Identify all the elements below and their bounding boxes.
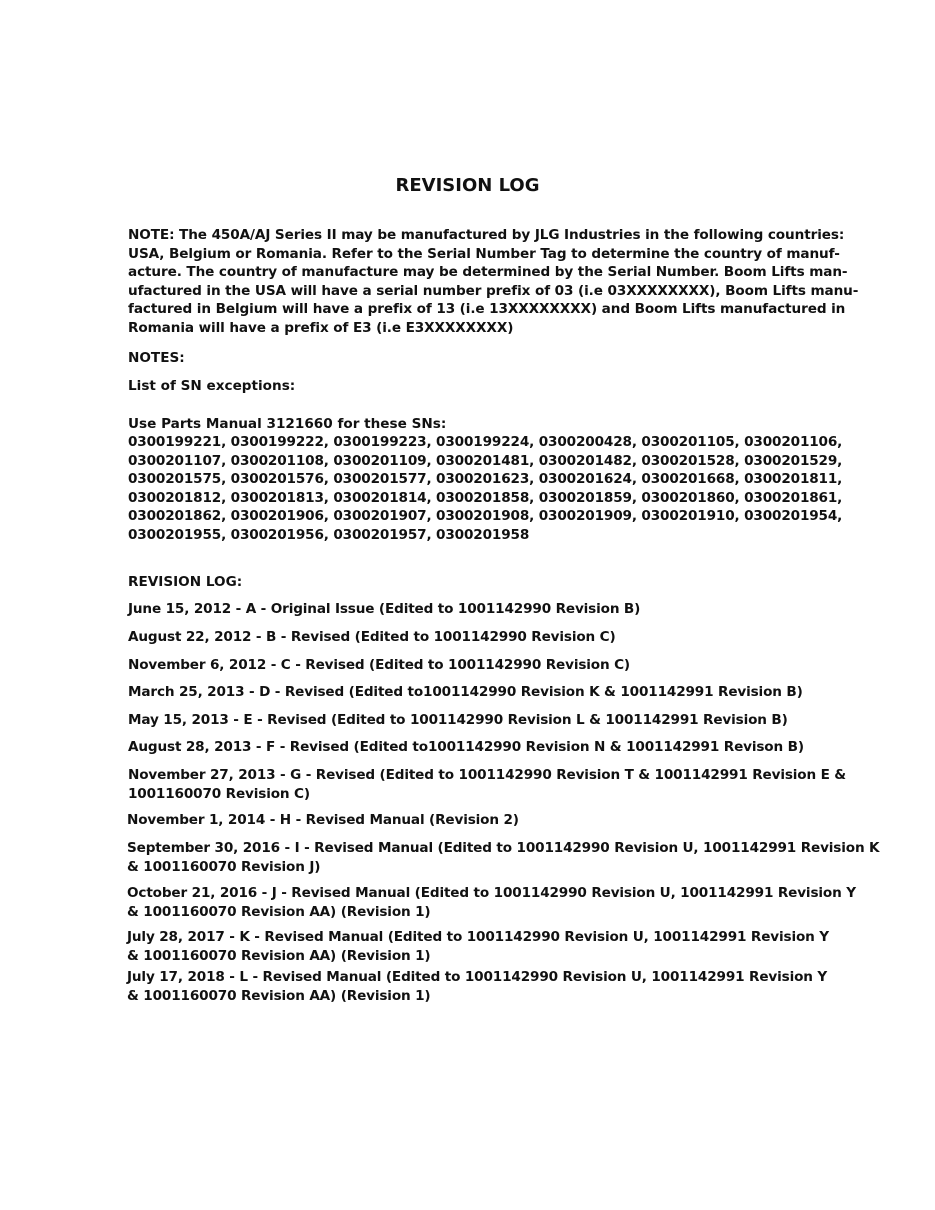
revision-entry-d	[128, 683, 848, 702]
use-parts-manual-label: Use Parts Manual 3121660 for these SNs:	[128, 416, 447, 432]
revision-entry-e	[128, 711, 848, 730]
revision-line: July 17, 2018 - L - Revised Manual (Edited to 1001142990 Revision U, 1001142991 Revision Y	[127, 969, 828, 985]
revision-line: March 25, 2013 - D - Revised (Edited to1001142990 Revision K & 1001142991 Revision B)	[128, 684, 803, 700]
serial-number-line: 0300201955, 0300201956, 0300201957, 0300201958	[128, 526, 530, 543]
note-line: Romania will have a prefix of E3 (i.e E3XXXXXXXX)	[128, 319, 514, 336]
revision-entry-a	[128, 600, 848, 619]
revision-line: August 28, 2013 - F - Revised (Edited to1001142990 Revision N & 1001142991 Revison B)	[128, 739, 804, 755]
revision-line: November 27, 2013 - G - Revised (Edited to 1001142990 Revision T & 1001142991 Revision E &	[128, 767, 847, 783]
revision-line: & 1001160070 Revision AA) (Revision 1)	[127, 947, 431, 964]
revision-entry-k	[127, 928, 847, 965]
revision-line: November 6, 2012 - C - Revised (Edited to 1001142990 Revision C)	[128, 657, 630, 673]
revision-line: 1001160070 Revision C)	[128, 785, 310, 802]
revision-entry-l	[127, 968, 847, 1005]
revision-line: May 15, 2013 - E - Revised (Edited to 1001142990 Revision L & 1001142991 Revision B)	[128, 712, 788, 728]
note-line: USA, Belgium or Romania. Refer to the Serial Number Tag to determine the country of manuf-	[128, 245, 840, 262]
revision-entry-j	[127, 884, 856, 921]
revision-line: & 1001160070 Revision AA) (Revision 1)	[127, 903, 431, 920]
serial-number-line: 0300201107, 0300201108, 0300201109, 0300201481, 0300201482, 0300201528, 0300201529,	[128, 452, 843, 469]
note-line: acture. The country of manufacture may be determined by the Serial Number. Boom Lifts man-	[128, 264, 848, 280]
serial-number-line: 0300201575, 0300201576, 0300201577, 0300201623, 0300201624, 0300201668, 0300201811,	[128, 471, 843, 487]
serial-number-line: 0300201812, 0300201813, 0300201814, 0300201858, 0300201859, 0300201860, 0300201861,	[128, 489, 843, 506]
revision-entry-h	[127, 811, 847, 830]
note-line: factured in Belgium will have a prefix of 13 (i.e 13XXXXXXXX) and Boom Lifts manufactured in	[128, 301, 846, 317]
notes-heading: NOTES:	[128, 350, 185, 366]
page-title: REVISION LOG	[395, 175, 540, 196]
note-paragraph	[128, 226, 859, 337]
serial-number-line: 0300199221, 0300199222, 0300199223, 0300199224, 0300200428, 0300201105, 0300201106,	[128, 434, 843, 450]
revision-line: July 28, 2017 - K - Revised Manual (Edited to 1001142990 Revision U, 1001142991 Revision Y	[127, 929, 829, 945]
sn-exceptions-heading: List of SN exceptions:	[128, 378, 296, 394]
serial-number-list	[128, 433, 843, 544]
revision-entry-g	[128, 766, 848, 803]
revision-line: June 15, 2012 - A - Original Issue (Edited to 1001142990 Revision B)	[128, 601, 641, 617]
revision-entry-i	[127, 839, 880, 876]
revision-line: & 1001160070 Revision AA) (Revision 1)	[127, 987, 431, 1004]
note-line: ufactured in the USA will have a serial number prefix of 03 (i.e 03XXXXXXXX), Boom Lifts manu-	[128, 282, 859, 299]
revision-entry-b	[128, 628, 848, 647]
revision-line: October 21, 2016 - J - Revised Manual (Edited to 1001142990 Revision U, 1001142991 Revision Y	[127, 885, 856, 901]
revision-log-heading: REVISION LOG:	[128, 574, 243, 590]
revision-line: August 22, 2012 - B - Revised (Edited to 1001142990 Revision C)	[128, 629, 616, 645]
serial-number-line: 0300201862, 0300201906, 0300201907, 0300201908, 0300201909, 0300201910, 0300201954,	[128, 508, 843, 524]
revision-line: November 1, 2014 - H - Revised Manual (Revision 2)	[127, 812, 519, 828]
note-line: NOTE: The 450A/AJ Series II may be manufactured by JLG Industries in the following countries:	[128, 227, 845, 243]
revision-line: September 30, 2016 - I - Revised Manual (Edited to 1001142990 Revision U, 1001142991 Revision K	[127, 840, 880, 856]
revision-line: & 1001160070 Revision J)	[127, 858, 321, 875]
revision-entry-c	[128, 656, 848, 675]
revision-entry-f	[128, 738, 848, 757]
